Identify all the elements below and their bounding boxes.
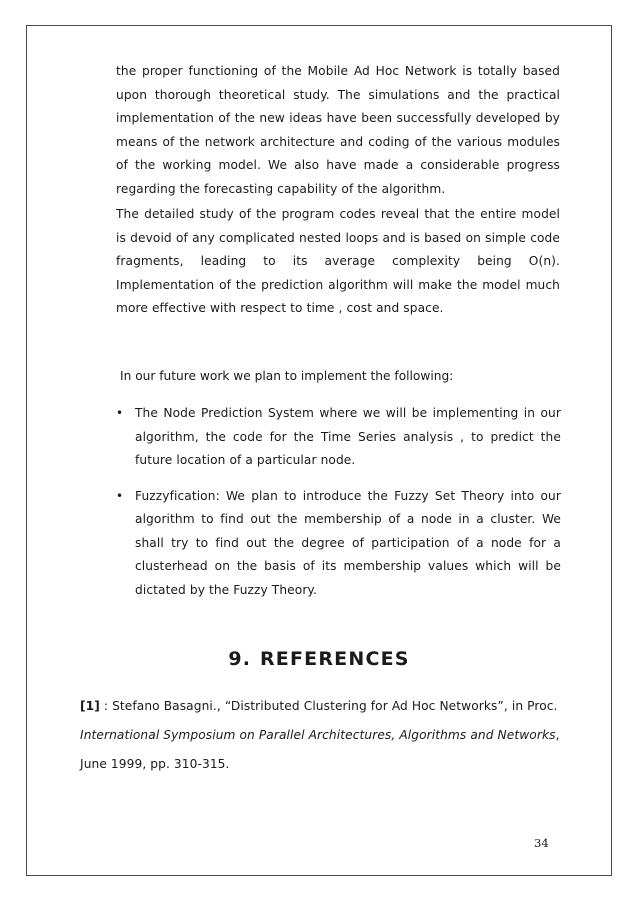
future-work-intro: In our future work we plan to implement the following: [120, 369, 454, 383]
section-heading-references: 9. REFERENCES [228, 648, 410, 670]
list-item-text: Fuzzyfication: We plan to introduce the Fuzzy Set Theory into our algorithm to find out the membership of a node in a cluster. We shall try to find out the degree of participation of a node for a clusterhead on the basis of its membership values which will be dictated by the Fuzzy Theory. [135, 488, 561, 597]
bullet-icon: • [116, 406, 124, 420]
list-item [116, 402, 561, 473]
paragraph-complexity: The detailed study of the program codes reveal that the entire model is devoid of any complicated nested loops and is based on simple code fragments, leading to its average complexity being O(n). Implementation of the prediction algorithm will make the model much more effective with respect to time , cost and space. [116, 207, 560, 315]
reference-entry [80, 692, 562, 779]
reference-date-pages: , June 1999, pp. 310-315. [80, 728, 560, 771]
page-number: 34 [534, 836, 549, 850]
future-work-list [116, 402, 561, 614]
list-item-text: The Node Prediction System where we will be implementing in our algorithm, the code for the Time Series analysis , to predict the future location of a particular node. [135, 406, 561, 467]
reference-authors-title: Stefano Basagni., “Distributed Clustering for Ad Hoc Networks”, in Proc. [112, 699, 558, 713]
list-item [116, 485, 561, 603]
reference-label: [1] [80, 699, 100, 713]
bullet-icon: • [116, 488, 124, 503]
reference-venue: International Symposium on Parallel Architectures, Algorithms and Networks [80, 728, 556, 742]
reference-separator: : [99, 699, 113, 713]
paragraph-results: the proper functioning of the Mobile Ad Hoc Network is totally based upon thorough theoretical study. The simulations and the practical implementation of the new ideas have been successfully developed by means of the network architecture and coding of the various modules of the working model. We also have made a considerable progress regarding the forecasting capability of the algorithm. [116, 64, 560, 196]
